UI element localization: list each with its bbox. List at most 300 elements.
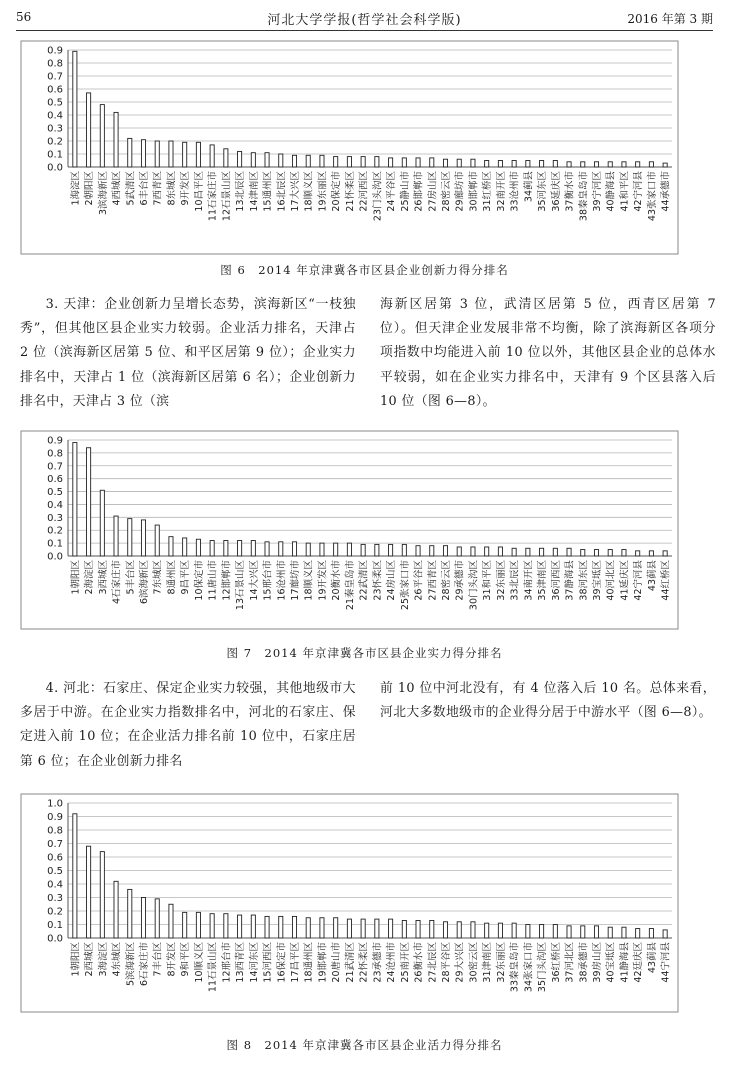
bar — [430, 920, 434, 938]
x-tick-label: 38河东区 — [578, 560, 590, 601]
y-tick-label: 0.6 — [47, 84, 63, 96]
bar — [608, 162, 612, 167]
figure-6-caption: 图 6 2014 年京津冀各市区县企业创新力得分排名 — [220, 263, 509, 277]
bar — [608, 550, 612, 556]
y-tick-label: 0.8 — [47, 448, 63, 460]
bar — [224, 149, 228, 167]
bar — [485, 547, 489, 556]
bar — [526, 161, 530, 168]
bar — [306, 543, 310, 556]
x-tick-label: 37河北区 — [564, 942, 576, 983]
y-tick-label: 0.1 — [47, 920, 63, 931]
x-tick-label: 5丰台区 — [125, 560, 137, 595]
y-tick-label: 0.0 — [47, 162, 63, 174]
bar — [594, 926, 598, 938]
y-tick-label: 0.5 — [47, 487, 63, 499]
bar — [622, 162, 626, 167]
x-tick-label: 21秦皇岛市 — [344, 560, 356, 611]
figure-8 — [20, 793, 680, 1013]
x-tick-label: 23承德市 — [372, 942, 384, 983]
x-tick-label: 22武清区 — [358, 560, 370, 601]
x-tick-label: 40静海县 — [605, 171, 617, 212]
page-number: 56 — [16, 10, 32, 24]
bar — [375, 919, 379, 938]
x-tick-label: 42宁河县 — [633, 560, 645, 601]
x-tick-label: 40宝坻区 — [605, 942, 617, 983]
x-tick-label: 20衡水市 — [331, 560, 343, 601]
bar — [430, 158, 434, 167]
bar — [347, 157, 351, 167]
x-tick-label: 29大兴区 — [454, 942, 466, 983]
y-tick-label: 0.0 — [47, 551, 63, 563]
x-tick-label: 26邯郸市 — [413, 171, 425, 212]
x-tick-label: 44红桥区 — [660, 560, 672, 601]
bar — [251, 541, 255, 556]
bar — [663, 163, 667, 167]
y-tick-label: 0.6 — [47, 474, 63, 486]
x-tick-label: 1海淀区 — [70, 171, 82, 206]
bar — [128, 138, 132, 167]
x-tick-label: 16沧州市 — [276, 560, 288, 601]
bar — [210, 145, 214, 167]
figure-7-caption: 图 7 2014 年京津冀各市区县企业实力得分排名 — [226, 646, 503, 660]
x-tick-label: 13西青区 — [235, 942, 247, 983]
bar — [402, 920, 406, 938]
x-tick-label: 14大兴区 — [248, 560, 260, 601]
bar — [540, 161, 544, 168]
x-tick-label: 15通州区 — [262, 171, 274, 212]
y-tick-label: 0.5 — [47, 97, 63, 109]
x-tick-label: 10保定市 — [193, 560, 205, 601]
bar — [594, 550, 598, 556]
bar — [512, 923, 516, 938]
y-tick-label: 0.1 — [47, 149, 63, 161]
x-tick-label: 29承德市 — [454, 560, 466, 601]
bar — [114, 516, 118, 556]
x-tick-label: 24房山区 — [386, 560, 398, 601]
x-tick-label: 36河西区 — [550, 560, 562, 601]
bar — [581, 162, 585, 167]
bar — [210, 541, 214, 556]
bar — [416, 546, 420, 556]
x-tick-label: 29廊坊市 — [454, 171, 466, 212]
x-tick-label: 18通州区 — [303, 942, 315, 983]
bar — [553, 161, 557, 168]
bar — [114, 112, 118, 167]
bar — [389, 544, 393, 556]
x-tick-label: 14津南区 — [248, 171, 260, 212]
bar — [196, 539, 200, 556]
figure-6 — [20, 40, 680, 255]
x-tick-label: 20唐山市 — [331, 942, 343, 983]
x-tick-label: 33秦皇岛市 — [509, 942, 521, 993]
x-tick-label: 6丰台区 — [139, 171, 150, 206]
section-4-right-column — [380, 677, 716, 725]
journal-title: 河北大学学报(哲学社会科学版) — [267, 13, 462, 28]
x-tick-label: 33北辰区 — [509, 560, 521, 601]
bar — [526, 548, 530, 556]
x-tick-label: 21怀柔区 — [344, 171, 356, 212]
bar — [265, 916, 269, 938]
x-tick-label: 1朝阳区 — [70, 560, 82, 595]
bar — [155, 141, 159, 167]
bar — [279, 542, 283, 556]
x-tick-label: 17廊坊市 — [290, 560, 301, 601]
bar — [636, 551, 640, 556]
x-tick-label: 22怀柔区 — [358, 942, 370, 983]
bar — [567, 162, 571, 167]
x-tick-label: 27西青区 — [427, 560, 439, 601]
x-tick-label: 10昌平区 — [193, 171, 205, 212]
y-tick-label: 0.7 — [47, 461, 63, 473]
bar — [485, 923, 489, 938]
bar — [87, 846, 91, 938]
y-tick-label: 0.8 — [47, 825, 63, 837]
x-tick-label: 43张家口市 — [646, 171, 658, 222]
x-tick-label: 28密云区 — [441, 171, 452, 212]
bar — [87, 448, 91, 556]
y-tick-label: 0.3 — [47, 123, 63, 135]
x-tick-label: 19邯郸市 — [317, 942, 329, 983]
bar — [169, 904, 173, 938]
x-tick-label: 23门头沟区 — [372, 171, 384, 222]
x-tick-label: 5滨海新区 — [125, 942, 137, 987]
x-tick-label: 26衡水市 — [413, 942, 425, 983]
bar — [567, 926, 571, 938]
x-tick-label: 9和平区 — [180, 942, 192, 977]
x-tick-label: 25张家口市 — [399, 560, 411, 611]
bar — [663, 551, 667, 556]
bar — [457, 159, 461, 167]
x-tick-label: 37衡水市 — [564, 171, 576, 212]
x-tick-label: 16保定市 — [276, 942, 288, 983]
x-tick-label: 38承德市 — [578, 942, 590, 983]
x-tick-label: 7丰台区 — [152, 942, 164, 977]
x-tick-label: 34南开区 — [523, 560, 535, 601]
x-tick-label: 18顺义区 — [303, 171, 315, 212]
x-tick-label: 23怀柔区 — [372, 560, 384, 601]
bar — [279, 154, 283, 167]
x-tick-label: 27房山区 — [427, 171, 439, 212]
x-tick-label: 17大兴区 — [290, 171, 301, 212]
bar — [361, 544, 365, 556]
x-tick-label: 9开发区 — [180, 171, 192, 206]
x-tick-label: 39宝坻区 — [592, 560, 603, 601]
bar — [100, 105, 104, 167]
bar — [238, 915, 242, 938]
y-tick-label: 0.2 — [47, 525, 63, 537]
y-tick-label: 0.7 — [47, 71, 63, 83]
x-tick-label: 40河北区 — [605, 560, 617, 601]
bar — [320, 918, 324, 938]
bar — [375, 544, 379, 556]
bar — [334, 157, 338, 167]
bar — [471, 159, 475, 167]
y-tick-label: 0.6 — [47, 852, 63, 864]
x-tick-label: 18顺义区 — [303, 560, 315, 601]
y-tick-label: 0.3 — [47, 893, 63, 904]
bar — [347, 543, 351, 556]
x-tick-label: 1朝阳区 — [70, 942, 82, 977]
y-tick-label: 0.9 — [47, 435, 63, 447]
x-tick-label: 3西城区 — [97, 560, 109, 595]
x-tick-label: 6滨海新区 — [139, 560, 150, 605]
bar — [402, 158, 406, 167]
x-tick-label: 31和平区 — [482, 560, 494, 601]
bar — [581, 926, 585, 938]
x-tick-label: 4东城区 — [111, 942, 123, 977]
x-tick-label: 43蓟县 — [646, 560, 658, 592]
x-tick-label: 8通州区 — [166, 560, 178, 595]
y-tick-label: 0.5 — [47, 866, 63, 877]
bar — [210, 914, 214, 938]
bar — [594, 162, 598, 167]
bar — [169, 537, 173, 556]
bar — [389, 158, 393, 167]
bar — [224, 914, 228, 938]
y-tick-label: 0.0 — [47, 933, 63, 945]
y-tick-label: 0.3 — [47, 512, 63, 524]
bar — [663, 930, 667, 938]
x-tick-label: 24平谷区 — [386, 171, 398, 212]
figure-7 — [20, 430, 680, 630]
x-tick-label: 9昌平区 — [180, 560, 192, 595]
x-tick-label: 5武清区 — [125, 171, 137, 206]
x-tick-label: 28平谷区 — [441, 942, 452, 983]
bar — [183, 538, 187, 556]
x-tick-label: 19东丽区 — [317, 171, 329, 212]
x-tick-label: 35津南区 — [537, 560, 549, 601]
y-tick-label: 0.4 — [47, 879, 63, 891]
x-tick-label: 36红桥区 — [550, 942, 562, 983]
section-3-paragraph-b: 海新区居第 3 位，武清区居第 5 位，西青区居第 7 位）。但天津企业发展非常不均衡，除了滨海新区各项分项指数中均能进入前 10 位以外，其他区县企业的总体水平较弱，如在企业实力排名中，天津有 9 个区县落入后 10 位（图 6—8）。 — [380, 297, 716, 409]
section-3-left-column — [20, 293, 356, 414]
x-tick-label: 25南开区 — [399, 942, 411, 983]
x-tick-label: 24沧州市 — [386, 942, 398, 983]
issue-label: 2016 年第 3 期 — [627, 12, 713, 26]
x-tick-label: 36延庆区 — [550, 171, 562, 212]
bar — [622, 550, 626, 556]
bar — [169, 141, 173, 167]
x-tick-label: 20保定市 — [331, 171, 343, 212]
bar — [100, 490, 104, 556]
x-tick-label: 15河西区 — [262, 942, 274, 983]
bar — [526, 925, 530, 939]
bar — [196, 142, 200, 167]
x-tick-label: 21武清区 — [344, 942, 356, 983]
bar — [443, 546, 447, 556]
bar — [649, 929, 653, 938]
bar — [251, 153, 255, 167]
bar — [292, 542, 296, 556]
bar — [265, 153, 269, 167]
bar — [292, 916, 296, 938]
y-tick-label: 0.8 — [47, 58, 63, 70]
bar — [471, 922, 475, 938]
bar — [334, 918, 338, 938]
x-tick-label: 39房山区 — [592, 942, 603, 983]
x-tick-label: 2西城区 — [84, 942, 96, 977]
x-tick-label: 12石景山区 — [221, 171, 233, 222]
x-tick-label: 12邯郸市 — [221, 560, 233, 601]
y-tick-label: 0.4 — [47, 110, 63, 122]
x-tick-label: 34张家口市 — [523, 942, 535, 993]
bar — [334, 543, 338, 556]
x-tick-label: 3海淀区 — [97, 942, 109, 977]
x-tick-label: 8开发区 — [166, 942, 178, 977]
y-tick-label: 0.2 — [47, 906, 63, 918]
bar — [87, 93, 91, 167]
figure-8-chart — [20, 793, 680, 1013]
x-tick-label: 3滨海新区 — [97, 171, 109, 216]
bar — [238, 541, 242, 556]
bar — [471, 547, 475, 556]
x-tick-label: 35河东区 — [537, 171, 549, 212]
bar — [73, 814, 77, 938]
x-tick-label: 42宁河县 — [633, 171, 645, 212]
x-tick-label: 33沧州市 — [509, 171, 521, 212]
x-tick-label: 25静山市 — [399, 171, 411, 212]
x-tick-label: 7西青区 — [152, 171, 164, 206]
x-tick-label: 35门头沟区 — [537, 942, 549, 993]
bar — [73, 443, 77, 556]
bar — [636, 929, 640, 938]
x-tick-label: 30门头沟区 — [468, 560, 480, 611]
bar — [141, 520, 145, 556]
x-tick-label: 34蓟县 — [523, 171, 535, 203]
bar — [485, 161, 489, 168]
bar — [553, 925, 557, 939]
figure-6-chart — [20, 40, 680, 255]
x-tick-label: 11石家庄市 — [207, 171, 219, 222]
bar — [443, 922, 447, 938]
bar — [238, 151, 242, 167]
bar — [347, 919, 351, 938]
section-3-right-column — [380, 293, 716, 414]
y-tick-label: 0.1 — [47, 538, 63, 550]
y-tick-label: 0.7 — [47, 839, 63, 850]
y-tick-label: 1.0 — [47, 798, 63, 810]
bar — [416, 158, 420, 167]
section-4-left-column — [20, 677, 356, 774]
bar — [498, 923, 502, 938]
bar — [155, 525, 159, 556]
bar — [457, 922, 461, 938]
bar — [183, 912, 187, 938]
y-tick-label: 0.9 — [47, 45, 63, 57]
bar — [155, 899, 159, 938]
bar — [100, 852, 104, 938]
x-tick-label: 37静海县 — [564, 560, 576, 601]
bar — [73, 51, 77, 167]
x-tick-label: 32东丽区 — [495, 942, 507, 983]
x-tick-label: 44承德市 — [660, 171, 672, 212]
x-tick-label: 15邢台市 — [262, 560, 274, 601]
bar — [320, 543, 324, 556]
x-tick-label: 11唐山市 — [207, 560, 219, 601]
y-tick-label: 0.9 — [47, 812, 63, 823]
section-4-paragraph-a: 4. 河北：石家庄、保定企业实力较强，其他地级市大多居于中游。在企业实力指数排名中，河北的石家庄、保定进入前 10 位；在企业活力排名前 10 位中，石家庄居第 6 位；在企业创新力排名 — [20, 681, 356, 769]
bar — [430, 546, 434, 556]
bar — [279, 916, 283, 938]
x-tick-label: 7东城区 — [152, 560, 164, 595]
x-tick-label: 11石景山区 — [207, 942, 219, 993]
bar — [540, 925, 544, 939]
x-tick-label: 26平谷区 — [413, 560, 425, 601]
x-tick-label: 16北辰区 — [276, 171, 288, 212]
x-tick-label: 38秦皇岛市 — [578, 171, 590, 222]
x-tick-label: 2朝阳区 — [84, 171, 96, 206]
x-tick-label: 2海淀区 — [84, 560, 96, 595]
bar — [649, 162, 653, 167]
x-tick-label: 12邢台市 — [221, 942, 233, 983]
figure-8-caption: 图 8 2014 年京津冀各市区县企业活力得分排名 — [226, 1038, 503, 1052]
bar — [128, 889, 132, 938]
bar — [141, 140, 145, 167]
x-tick-label: 41延庆区 — [619, 560, 631, 601]
x-tick-label: 44宁河县 — [660, 942, 672, 983]
x-tick-label: 30邯郸市 — [468, 171, 480, 212]
x-tick-label: 8东城区 — [166, 171, 178, 206]
bar — [498, 547, 502, 556]
x-tick-label: 4西城区 — [111, 171, 123, 206]
bar — [636, 162, 640, 167]
bar — [128, 519, 132, 556]
bar — [416, 920, 420, 938]
x-tick-label: 42廷庆区 — [633, 942, 645, 983]
bar — [457, 547, 461, 556]
bar — [306, 918, 310, 938]
x-tick-label: 32东丽区 — [495, 560, 507, 601]
bar — [498, 161, 502, 168]
bar — [608, 927, 612, 938]
x-tick-label: 14河东区 — [248, 942, 260, 983]
bar — [443, 159, 447, 167]
x-tick-label: 13北辰区 — [235, 171, 247, 212]
bar — [196, 912, 200, 938]
bar — [292, 155, 296, 167]
bar — [114, 881, 118, 938]
x-tick-label: 27北辰区 — [427, 942, 439, 983]
bar — [512, 548, 516, 556]
section-3-paragraph-a: 3. 天津：企业创新力呈增长态势，滨海新区“一枝独秀”，但其他区县企业实力较弱。企业活力排名，天津占 2 位（滨海新区居第 5 位、和平区居第 9 位）；企业实力排名中，天津占 1 位（滨海新区居第 6 名）；企业创新力排名中，天津占 3 位（滨 — [20, 297, 356, 409]
bar — [141, 898, 145, 939]
x-tick-label: 41和平区 — [619, 171, 631, 212]
bar — [361, 157, 365, 167]
x-tick-label: 32南开区 — [495, 170, 507, 212]
x-tick-label: 39宁河区 — [592, 171, 603, 212]
bar — [306, 155, 310, 167]
x-tick-label: 13石景山区 — [235, 560, 247, 611]
bar — [649, 551, 653, 556]
bar — [553, 548, 557, 556]
x-tick-label: 30密云区 — [468, 942, 480, 983]
section-4-paragraph-b: 前 10 位中河北没有，有 4 位落入后 10 名。总体来看，河北大多数地级市的企业得分居于中游水平（图 6—8）。 — [380, 681, 716, 721]
x-tick-label: 17昌平区 — [290, 942, 301, 983]
bar — [389, 919, 393, 938]
x-tick-label: 31津南区 — [482, 942, 494, 983]
x-tick-label: 28密云区 — [441, 560, 452, 601]
x-tick-label: 43蓟县 — [646, 942, 658, 974]
bar — [251, 915, 255, 938]
bar — [361, 919, 365, 938]
x-tick-label: 31红桥区 — [482, 171, 494, 212]
x-tick-label: 6石家庄市 — [139, 942, 150, 987]
bar — [224, 541, 228, 556]
figure-7-chart — [20, 430, 680, 630]
bar — [567, 548, 571, 556]
x-tick-label: 4石家庄市 — [111, 560, 123, 605]
